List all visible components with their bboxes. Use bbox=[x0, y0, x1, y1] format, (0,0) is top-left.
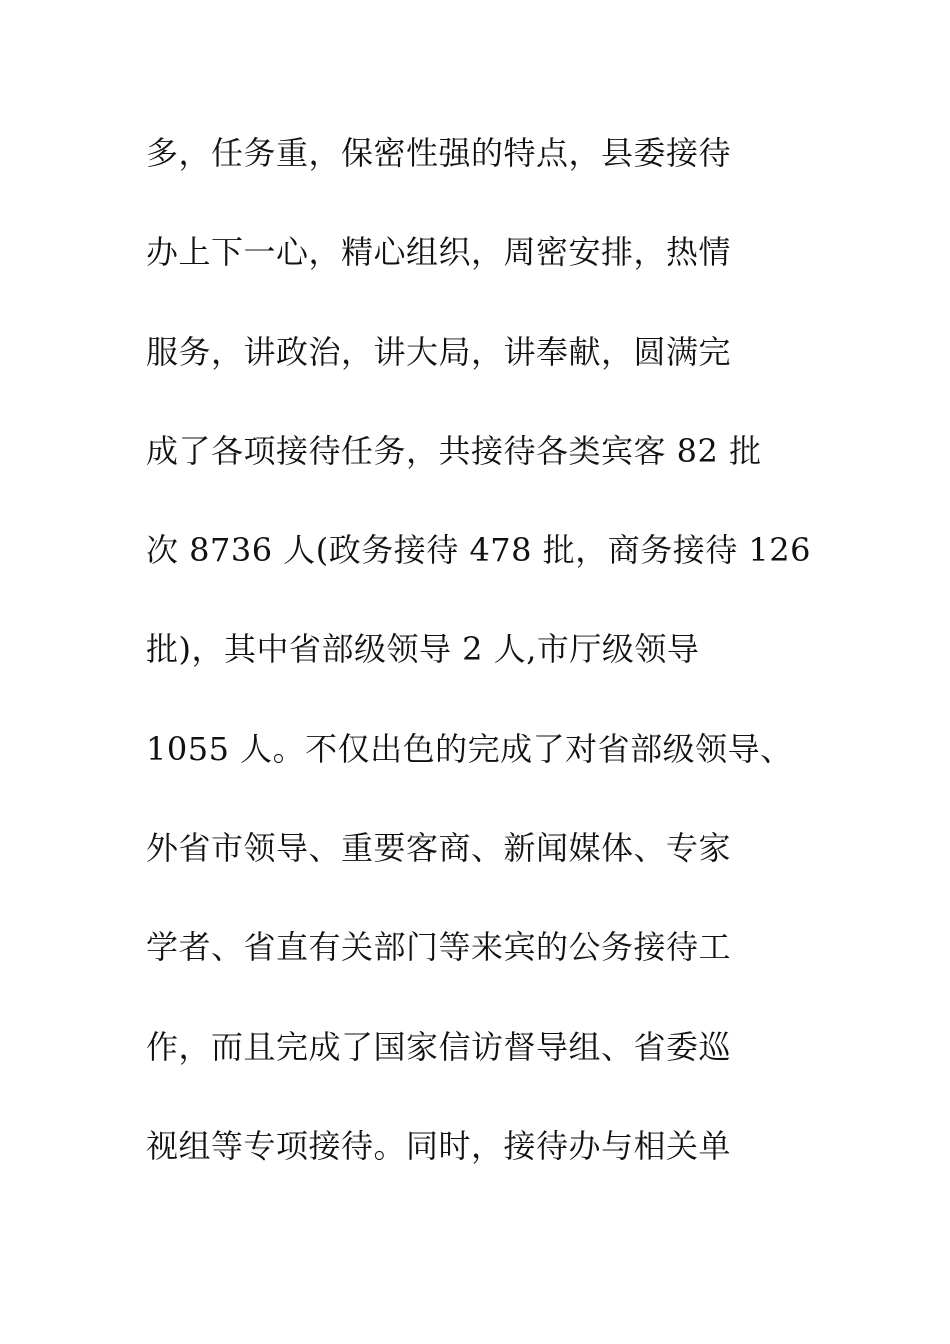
text-line: 作，而且完成了国家信访督导组、省委巡 bbox=[146, 1027, 732, 1066]
text-line: 办上下一心，精心组织，周密安排，热情 bbox=[146, 233, 732, 272]
text-line: 批)，其中省部级领导 2 人,市厅级领导 bbox=[146, 630, 700, 669]
text-line: 视组等专项接待。同时，接待办与相关单 bbox=[146, 1126, 732, 1165]
text-line: 学者、省直有关部门等来宾的公务接待工 bbox=[146, 928, 732, 967]
text-line: 外省市领导、重要客商、新闻媒体、专家 bbox=[146, 829, 732, 868]
text-line: 成了各项接待任务，共接待各类宾客 82 批 bbox=[146, 431, 762, 470]
text-line: 多，任务重，保密性强的特点，县委接待 bbox=[146, 134, 732, 172]
text-line: 服务，讲政治，讲大局，讲奉献，圆满完 bbox=[146, 332, 732, 371]
body-text bbox=[146, 127, 826, 1219]
text-line: 次 8736 人(政务接待 478 批，商务接待 126 bbox=[146, 531, 811, 570]
text-line: 1055 人。不仅出色的完成了对省部级领导、 bbox=[146, 729, 793, 768]
